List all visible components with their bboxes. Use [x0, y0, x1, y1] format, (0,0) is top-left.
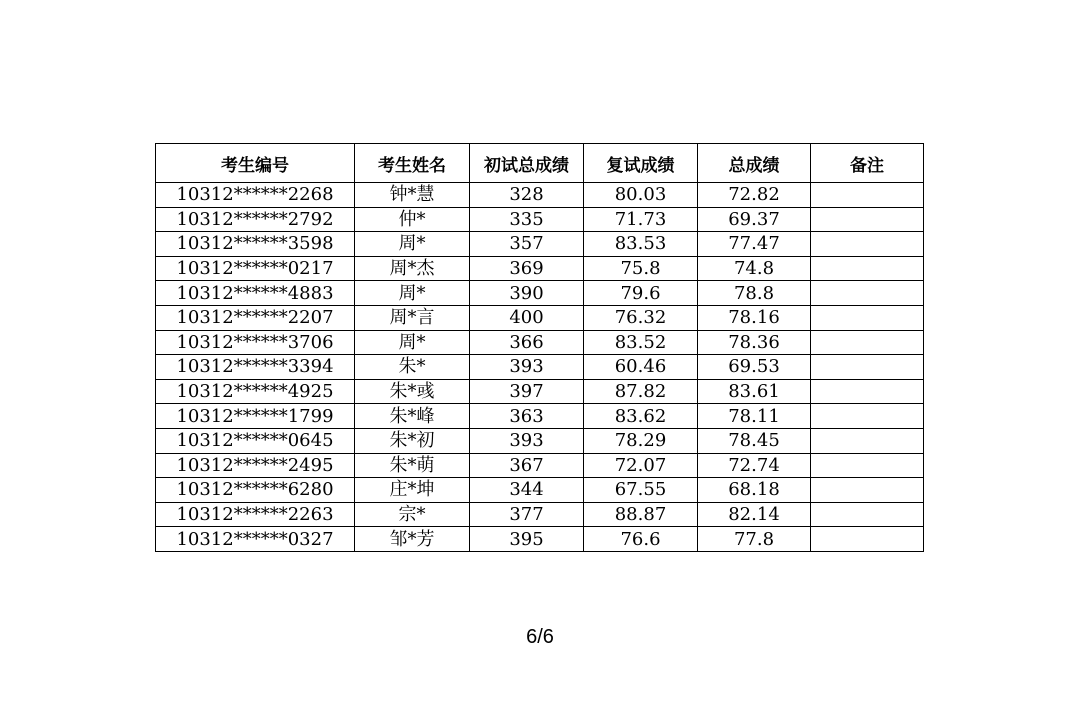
table-row: [156, 207, 924, 232]
total-score-cell: 82.14: [698, 502, 811, 527]
remarks-cell: [811, 527, 924, 552]
candidate-id-cell: 10312******0645: [156, 428, 355, 453]
remarks-cell: [811, 330, 924, 355]
retest-score-cell: 87.82: [584, 379, 698, 404]
total-score-cell: 72.74: [698, 453, 811, 478]
candidate-id-cell: 10312******4925: [156, 379, 355, 404]
preliminary-score-cell: 390: [470, 281, 584, 306]
header-candidate-name: 考生姓名: [355, 144, 470, 183]
table-row: [156, 428, 924, 453]
table-row: [156, 330, 924, 355]
candidate-id-cell: 10312******0327: [156, 527, 355, 552]
candidate-name-cell: 周*: [355, 330, 470, 355]
table-row: [156, 256, 924, 281]
header-retest-score: 复试成绩: [584, 144, 698, 183]
retest-score-cell: 60.46: [584, 355, 698, 380]
remarks-cell: [811, 478, 924, 503]
remarks-cell: [811, 379, 924, 404]
page-number: 6/6: [526, 626, 554, 648]
candidate-name-cell: 周*: [355, 281, 470, 306]
header-total-score: 总成绩: [698, 144, 811, 183]
candidate-id-cell: 10312******0217: [156, 256, 355, 281]
preliminary-score-cell: 367: [470, 453, 584, 478]
header-row: [156, 144, 924, 183]
retest-score-cell: 80.03: [584, 183, 698, 208]
candidate-name-cell: 朱*初: [355, 428, 470, 453]
total-score-cell: 78.45: [698, 428, 811, 453]
total-score-cell: 78.36: [698, 330, 811, 355]
header-candidate-id: 考生编号: [156, 144, 355, 183]
total-score-cell: 69.53: [698, 355, 811, 380]
candidate-name-cell: 朱*峰: [355, 404, 470, 429]
candidate-id-cell: 10312******3394: [156, 355, 355, 380]
preliminary-score-cell: 335: [470, 207, 584, 232]
retest-score-cell: 67.55: [584, 478, 698, 503]
total-score-cell: 74.8: [698, 256, 811, 281]
total-score-cell: 77.8: [698, 527, 811, 552]
remarks-cell: [811, 232, 924, 257]
preliminary-score-cell: 395: [470, 527, 584, 552]
remarks-cell: [811, 453, 924, 478]
score-table: [155, 143, 924, 552]
candidate-id-cell: 10312******3706: [156, 330, 355, 355]
candidate-name-cell: 邹*芳: [355, 527, 470, 552]
retest-score-cell: 88.87: [584, 502, 698, 527]
candidate-id-cell: 10312******3598: [156, 232, 355, 257]
retest-score-cell: 71.73: [584, 207, 698, 232]
retest-score-cell: 76.32: [584, 305, 698, 330]
remarks-cell: [811, 183, 924, 208]
preliminary-score-cell: 366: [470, 330, 584, 355]
remarks-cell: [811, 404, 924, 429]
preliminary-score-cell: 393: [470, 355, 584, 380]
candidate-id-cell: 10312******6280: [156, 478, 355, 503]
preliminary-score-cell: 344: [470, 478, 584, 503]
table-row: [156, 232, 924, 257]
preliminary-score-cell: 400: [470, 305, 584, 330]
candidate-name-cell: 朱*萌: [355, 453, 470, 478]
total-score-cell: 72.82: [698, 183, 811, 208]
candidate-id-cell: 10312******2268: [156, 183, 355, 208]
total-score-cell: 77.47: [698, 232, 811, 257]
retest-score-cell: 72.07: [584, 453, 698, 478]
preliminary-score-cell: 397: [470, 379, 584, 404]
header-preliminary-score: 初试总成绩: [470, 144, 584, 183]
total-score-cell: 68.18: [698, 478, 811, 503]
candidate-id-cell: 10312******4883: [156, 281, 355, 306]
retest-score-cell: 83.52: [584, 330, 698, 355]
table-row: [156, 281, 924, 306]
retest-score-cell: 83.53: [584, 232, 698, 257]
table-row: [156, 453, 924, 478]
candidate-name-cell: 钟*慧: [355, 183, 470, 208]
table-body: [156, 183, 924, 552]
candidate-name-cell: 周*杰: [355, 256, 470, 281]
candidate-id-cell: 10312******2495: [156, 453, 355, 478]
candidate-name-cell: 仲*: [355, 207, 470, 232]
candidate-name-cell: 朱*彧: [355, 379, 470, 404]
retest-score-cell: 76.6: [584, 527, 698, 552]
table-row: [156, 355, 924, 380]
remarks-cell: [811, 502, 924, 527]
remarks-cell: [811, 355, 924, 380]
preliminary-score-cell: 377: [470, 502, 584, 527]
candidate-name-cell: 庄*坤: [355, 478, 470, 503]
total-score-cell: 78.16: [698, 305, 811, 330]
preliminary-score-cell: 328: [470, 183, 584, 208]
table-header: [156, 144, 924, 183]
candidate-name-cell: 宗*: [355, 502, 470, 527]
remarks-cell: [811, 281, 924, 306]
candidate-id-cell: 10312******2263: [156, 502, 355, 527]
total-score-cell: 83.61: [698, 379, 811, 404]
preliminary-score-cell: 393: [470, 428, 584, 453]
remarks-cell: [811, 428, 924, 453]
candidate-id-cell: 10312******2207: [156, 305, 355, 330]
remarks-cell: [811, 256, 924, 281]
retest-score-cell: 78.29: [584, 428, 698, 453]
preliminary-score-cell: 363: [470, 404, 584, 429]
table-row: [156, 404, 924, 429]
total-score-cell: 78.11: [698, 404, 811, 429]
remarks-cell: [811, 305, 924, 330]
table-row: [156, 305, 924, 330]
table-row: [156, 502, 924, 527]
table-row: [156, 527, 924, 552]
candidate-id-cell: 10312******1799: [156, 404, 355, 429]
preliminary-score-cell: 357: [470, 232, 584, 257]
candidate-name-cell: 周*言: [355, 305, 470, 330]
table-row: [156, 183, 924, 208]
retest-score-cell: 79.6: [584, 281, 698, 306]
table-row: [156, 478, 924, 503]
candidate-id-cell: 10312******2792: [156, 207, 355, 232]
remarks-cell: [811, 207, 924, 232]
preliminary-score-cell: 369: [470, 256, 584, 281]
total-score-cell: 69.37: [698, 207, 811, 232]
total-score-cell: 78.8: [698, 281, 811, 306]
retest-score-cell: 75.8: [584, 256, 698, 281]
candidate-name-cell: 朱*: [355, 355, 470, 380]
retest-score-cell: 83.62: [584, 404, 698, 429]
candidate-name-cell: 周*: [355, 232, 470, 257]
table-row: [156, 379, 924, 404]
header-remarks: 备注: [811, 144, 924, 183]
